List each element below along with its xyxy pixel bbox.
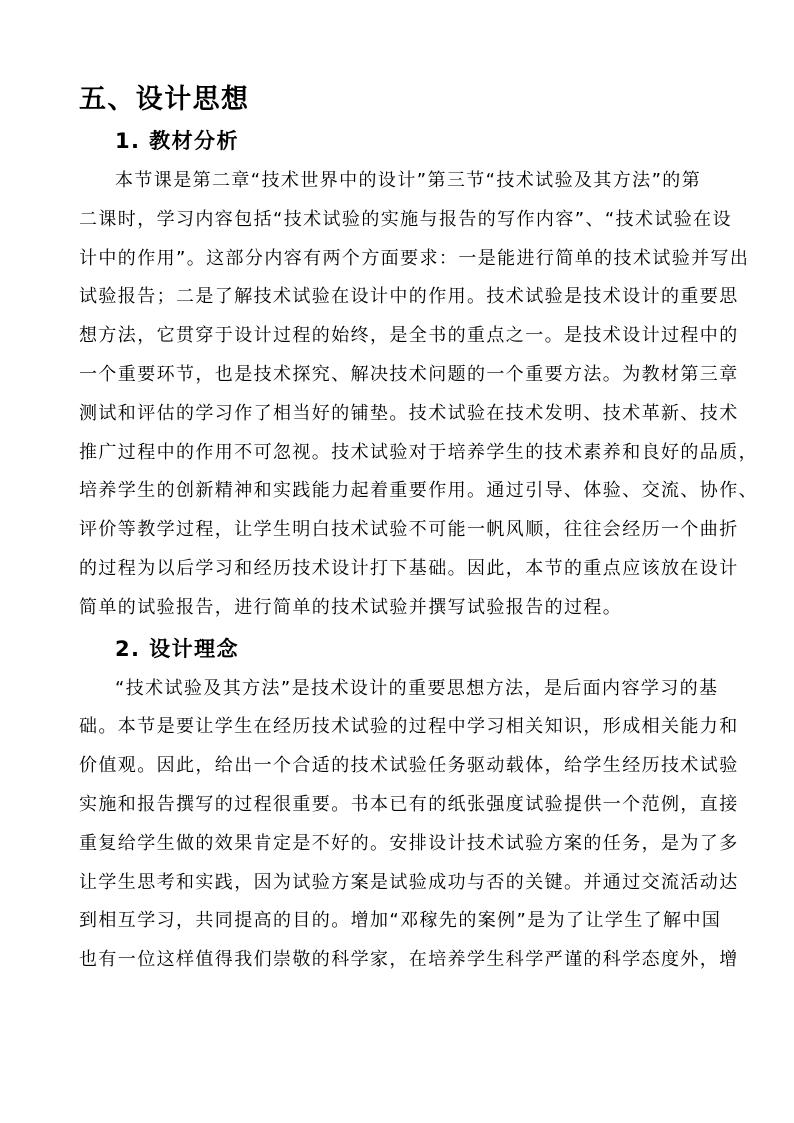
subsection-title-design-concept: 2. 设计理念 [115,635,239,661]
paragraph-textbook-analysis [79,162,758,628]
text-line: 也有一位这样值得我们崇敬的科学家，在培养学生科学严谨的科学态度外，增 [79,949,739,971]
paragraph-design-concept [79,670,739,980]
text-line: 一个重要环节，也是技术探究、解决技术问题的一个重要方法。为教材第三章 [79,363,739,385]
text-line: 培养学生的创新精神和实践能力起着重要作用。通过引导、体验、交流、协作、 [79,480,758,502]
text-line: 重复给学生做的效果肯定是不好的。安排设计技术试验方案的任务，是为了多 [79,832,739,854]
text-line: 价值观。因此，给出一个合适的技术试验任务驱动载体，给学生经历技术试验 [79,755,739,777]
text-line: 实施和报告撰写的过程很重要。书本已有的纸张强度试验提供一个范例，直接 [79,793,739,815]
text-line: 到相互学习，共同提高的目的。增加“邓稼先的案例”是为了让学生了解中国 [79,910,722,932]
text-line: 的过程为以后学习和经历技术设计打下基础。因此，本节的重点应该放在设计 [79,557,739,579]
text-line: 试验报告；二是了解技术试验在设计中的作用。技术试验是技术设计的重要思 [79,286,739,308]
section-heading: 五、设计思想 [79,84,250,115]
text-line: 让学生思考和实践，因为试验方案是试验成功与否的关键。并通过交流活动达 [79,871,739,893]
text-line: 础。本节是要让学生在经历技术试验的过程中学习相关知识，形成相关能力和 [79,716,739,738]
text-line: 评价等教学过程，让学生明白技术试验不可能一帆风顺，往往会经历一个曲折 [79,519,739,541]
text-line: 推广过程中的作用不可忽视。技术试验对于培养学生的技术素养和良好的品质， [79,441,758,463]
document-body [79,80,758,980]
text-line: “技术试验及其方法”是技术设计的重要思想方法，是后面内容学习的基 [115,677,719,699]
text-line: 计中的作用”。这部分内容有两个方面要求：一是能进行简单的技术试验并写出 [79,247,750,269]
text-line: 简单的试验报告，进行简单的技术试验并撰写试验报告的过程。 [79,596,623,618]
text-line: 本节课是第二章“技术世界中的设计”第三节“技术试验及其方法”的第 [115,170,702,191]
text-line: 想方法，它贯穿于设计过程的始终，是全书的重点之一。是技术设计过程中的 [79,325,739,347]
text-line: 二课时，学习内容包括“技术试验的实施与报告的写作内容”、“技术试验在设 [79,208,732,230]
text-line: 测试和评估的学习作了相当好的铺垫。技术试验在技术发明、技术革新、技术 [79,402,739,424]
subsection-title-textbook-analysis: 1. 教材分析 [115,128,239,153]
